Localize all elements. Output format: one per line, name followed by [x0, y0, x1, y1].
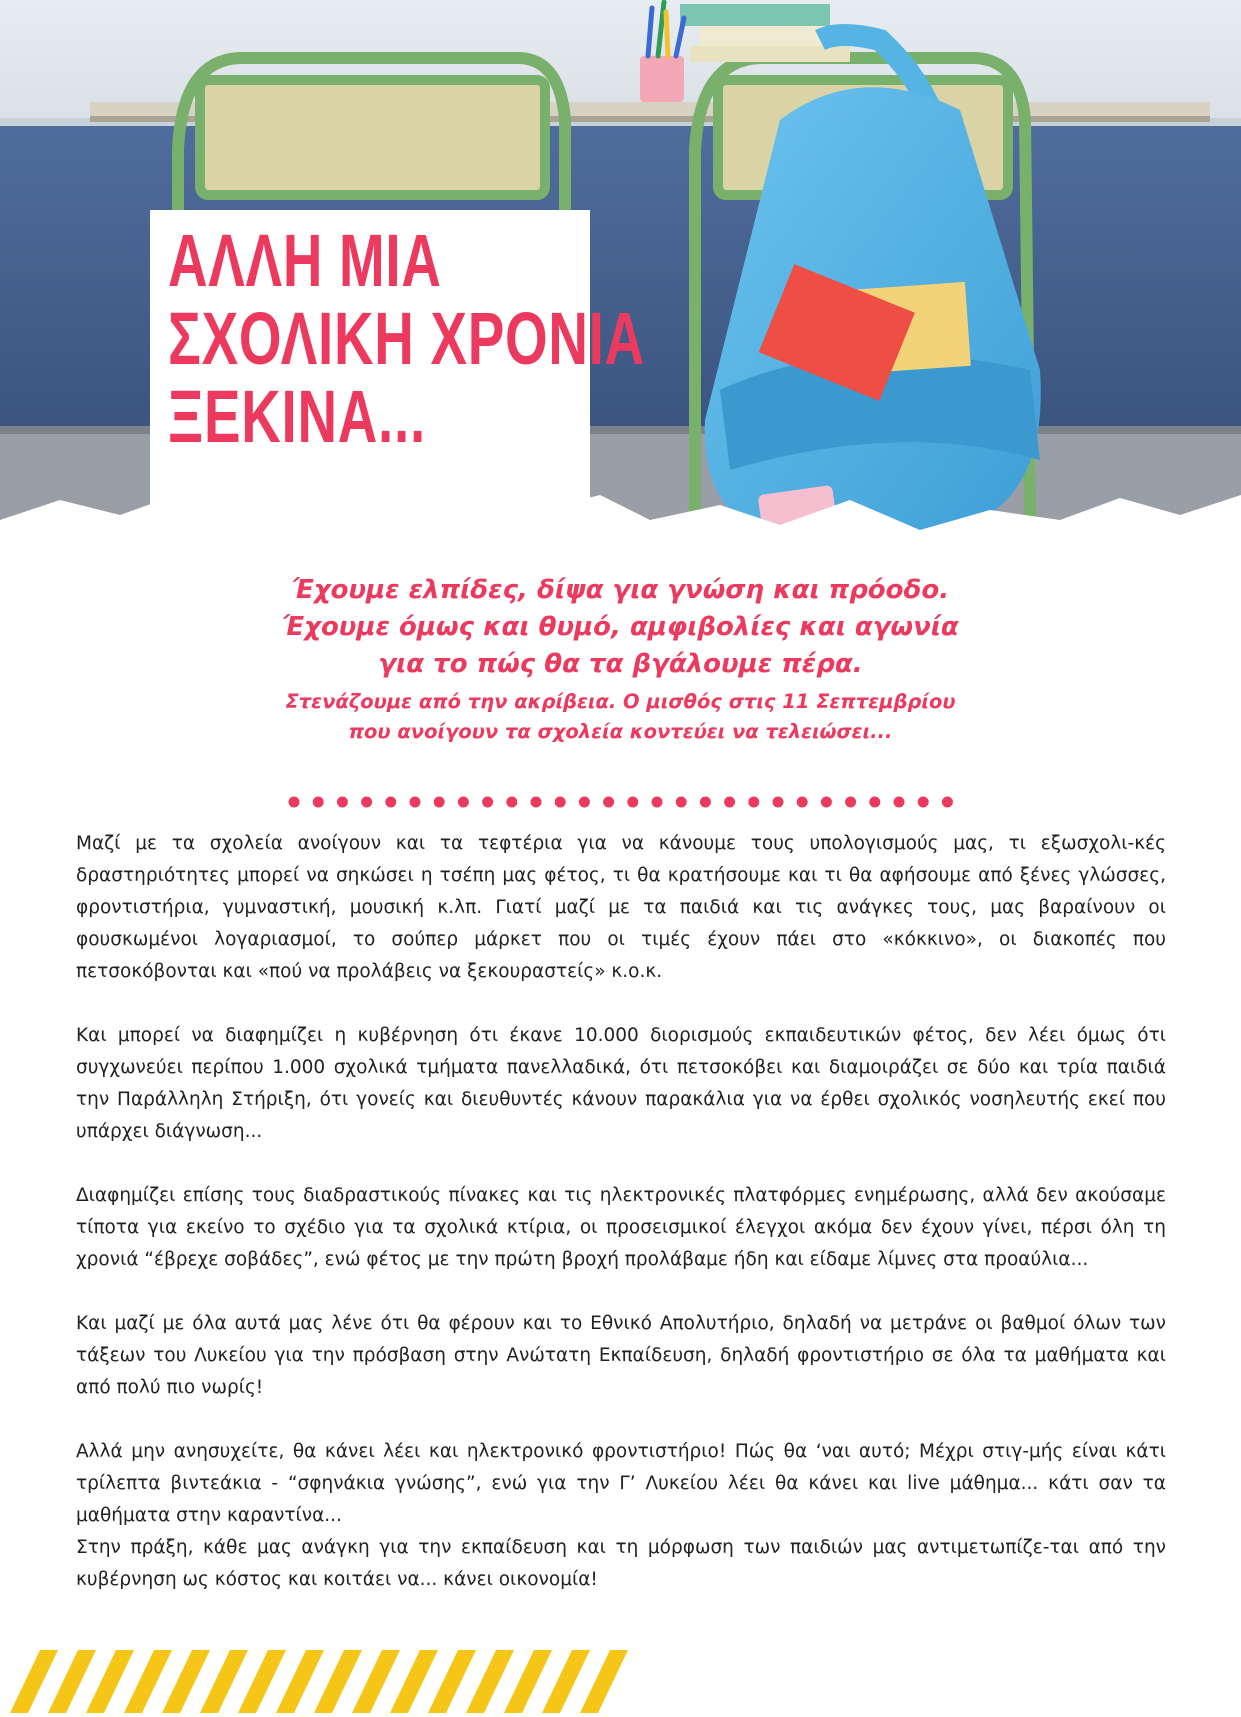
- headline-line-3: ΞΕΚΙΝΑ...: [168, 375, 426, 458]
- stripe: [466, 1650, 514, 1713]
- stripe: [124, 1650, 172, 1713]
- paragraph-1: Μαζί με τα σχολεία ανοίγουν και τα τεφτέρια για να κάνουμε τους υπολογισμούς μας, τι εξωσχολι-κές δραστηριότητες μπορεί να σηκώσει η τσέπη μας φέτος, τι θα κρατήσουμε και τι θα αφήσουμε από ξένες γλώσσες, φροντιστήρια, γυμναστική, μουσική κ.λπ. Γιατί μαζί με τα παιδιά και τις ανάγκες τους, μας βαραίνουν οι φουσκωμένοι λογαριασμοί, το σούπερ μάρκετ που οι τιμές έχουν πάει στο «κόκκινο», οι διακοπές που πετσοκόβονται και «πού να προλάβεις να ξεκουραστείς» κ.ο.κ.: [76, 833, 1166, 982]
- stripe: [352, 1650, 400, 1713]
- divider-dot: [918, 797, 929, 808]
- divider-dot: [385, 797, 396, 808]
- divider-dot: [700, 797, 711, 808]
- lead-line-2: Έχουμε όμως και θυμό, αμφιβολίες και αγωνία: [282, 612, 959, 642]
- stripe: [314, 1650, 362, 1713]
- divider-dot: [361, 797, 372, 808]
- stripe: [390, 1650, 438, 1713]
- divider-dot: [724, 797, 735, 808]
- paragraph-4: Και μαζί με όλα αυτά μας λένε ότι θα φέρουν και το Εθνικό Απολυτήριο, δηλαδή να μετράνε οι βαθμοί όλων των τάξεων του Λυκείου για την πρόσβαση στην Ανώτατη Εκπαίδευση, δηλαδή φροντιστήριο σε όλα τα μαθήματα και από πολύ πιο νωρίς!: [76, 1313, 1166, 1398]
- divider-dot: [845, 797, 856, 808]
- divider-dot: [894, 797, 905, 808]
- divider-dot: [482, 797, 493, 808]
- paragraph-3: Διαφημίζει επίσης τους διαδραστικούς πίνακες και τις ηλεκτρονικές πλατφόρμες ενημέρωσης, αλλά δεν ακούσαμε τίποτα για εκείνο το σχέδιο για τα σχολικά κτίρια, οι προσεισμικοί έλεγχοι ακόμα δεν έχουν γίνει, πέρσι όλη τη χρονιά “έβρεχε σοβάδες”, ενώ φέτος με την πρώτη βροχή προλάβαμε ήδη και είδαμε λίμνες στα προαύλια...: [76, 1185, 1166, 1270]
- headline: [168, 219, 645, 458]
- divider-dot: [748, 797, 759, 808]
- headline-line-2: ΣΧΟΛΙΚΗ ΧΡΟΝΙΑ: [168, 297, 645, 380]
- stripe: [428, 1650, 476, 1713]
- dots-svg: [288, 792, 960, 812]
- divider-dot: [942, 797, 953, 808]
- stripe: [86, 1650, 134, 1713]
- paragraph-2: Και μπορεί να διαφημίζει η κυβέρνηση ότι έκανε 10.000 διορισμούς εκπαιδευτικών φέτος, δεν λέει όμως ότι συγχωνεύει περίπου 1.000 σχολικά τμήματα πανελλαδικά, ότι πετσοκόβει και διαμοιράζει σε δύο και τρία παιδιά την Παράλληλη Στήριξη, ότι γονείς και διευθυντές κάνουν παρακάλια για να έρθει σχολικός νοσηλευτής εκεί που υπάρχει διάγνωση...: [76, 1025, 1166, 1142]
- stripe: [580, 1650, 628, 1713]
- divider-dot: [652, 797, 663, 808]
- divider-dot: [676, 797, 687, 808]
- lead-line-4: Στενάζουμε από την ακρίβεια. Ο μισθός στις 11 Σεπτεμβρίου: [285, 690, 956, 713]
- divider-dot: [410, 797, 421, 808]
- stripe: [10, 1650, 58, 1713]
- paragraph-5: Αλλά μην ανησυχείτε, θα κάνει λέει και ηλεκτρονικό φροντιστήριο! Πώς θα ‘ναι αυτό; Μέχρι στιγ-μής είναι κάτι τρίλεπτα βιντεάκια - “σφηνάκια γνώσης”, ενώ για την Γ’ Λυκείου λέει θα κάνει και live μάθημα... κάτι σαν τα μαθήματα στην καραντίνα...: [76, 1441, 1166, 1526]
- stripe: [238, 1650, 286, 1713]
- stripe: [48, 1650, 96, 1713]
- divider-dot: [506, 797, 517, 808]
- lead-line-1: Έχουμε ελπίδες, δίψα για γνώση και πρόοδο.: [291, 575, 950, 605]
- stripe: [200, 1650, 248, 1713]
- divider-dot: [579, 797, 590, 808]
- stripe: [504, 1650, 552, 1713]
- stripes-svg: [0, 1650, 640, 1713]
- divider-dot: [458, 797, 469, 808]
- lead-line-5: που ανοίγουν τα σχολεία κοντεύει να τελειώσει...: [348, 720, 893, 743]
- lead-line-3: για το πώς θα τα βγάλουμε πέρα.: [378, 649, 863, 679]
- divider-dot: [313, 797, 324, 808]
- dotted-divider: [288, 792, 960, 812]
- stripe: [542, 1650, 590, 1713]
- stripe: [276, 1650, 324, 1713]
- divider-dot: [627, 797, 638, 808]
- paragraph-6: Στην πράξη, κάθε μας ανάγκη για την εκπαίδευση και τη μόρφωση των παιδιών μας αντιμετωπίζε-ται από την κυβέρνηση ως κόστος και κοιτάει να... κάνει οικονομία!: [76, 1537, 1166, 1590]
- stripe: [162, 1650, 210, 1713]
- hazard-stripes: [0, 1650, 640, 1713]
- divider-dot: [337, 797, 348, 808]
- divider-dot: [555, 797, 566, 808]
- divider-dot: [773, 797, 784, 808]
- divider-dot: [821, 797, 832, 808]
- divider-dot: [434, 797, 445, 808]
- article-body: [76, 828, 1166, 1596]
- lead-text: [0, 572, 1241, 747]
- headline-line-1: ΑΛΛΗ ΜΙΑ: [168, 219, 442, 302]
- divider-dot: [531, 797, 542, 808]
- divider-dot: [289, 797, 300, 808]
- divider-dot: [797, 797, 808, 808]
- divider-dot: [603, 797, 614, 808]
- divider-dot: [869, 797, 880, 808]
